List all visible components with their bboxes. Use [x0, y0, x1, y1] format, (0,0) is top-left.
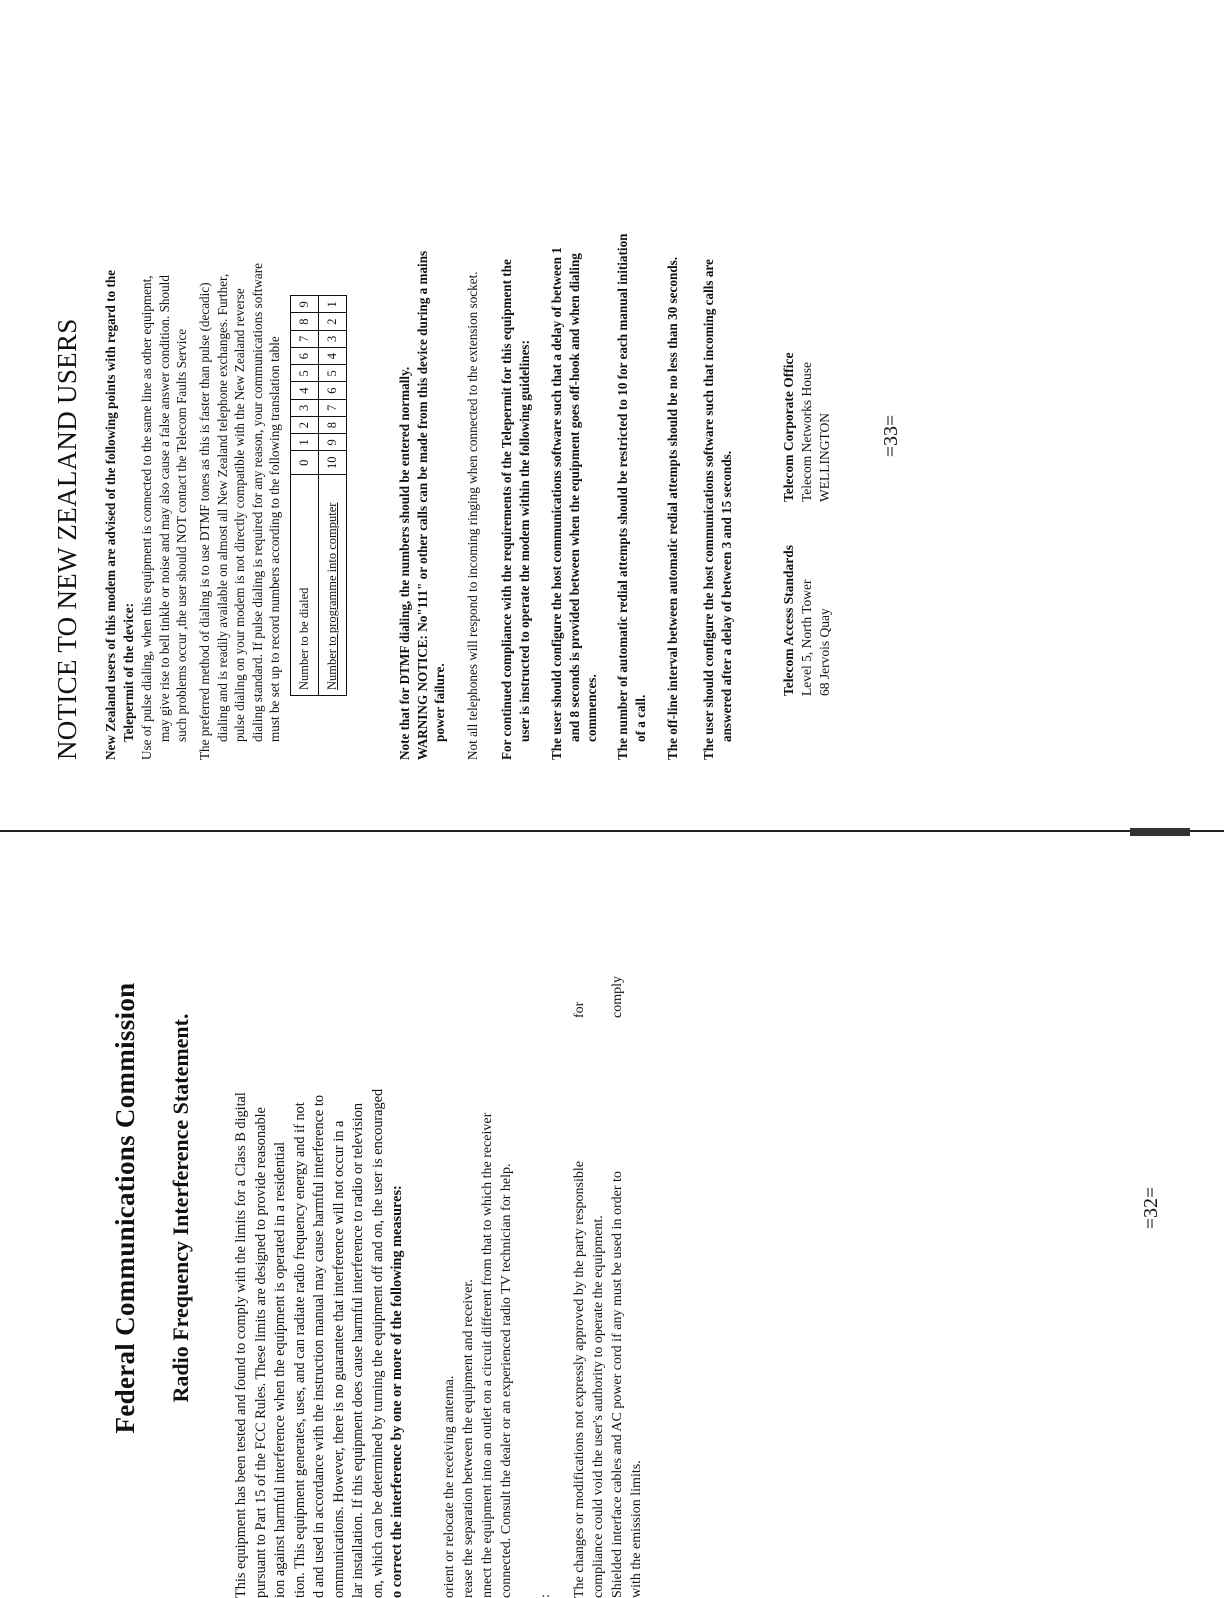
- fcc-line: tion. This equipment generates, uses, and can radiate radio frequency energy and if not: [291, 1102, 308, 1598]
- page-number-33: =33=: [880, 414, 902, 458]
- nz-delay: [548, 80, 601, 760]
- table-cell: 6: [319, 382, 347, 399]
- table-cell: 6: [291, 348, 319, 365]
- fcc-line: ommunications. However, there is no guarantee that interference will not occur in a: [330, 1120, 347, 1598]
- address-line: Level 5, North Tower: [799, 579, 814, 696]
- nz-title: NOTICE TO NEW ZEALAND USERS: [52, 318, 82, 760]
- nz-intro-line: Telepermit of the device:: [120, 602, 136, 742]
- caution-heading: :: [538, 1594, 553, 1598]
- fcc-line-bold: o correct the interference by one or more of the following measures:: [389, 1185, 405, 1598]
- table-row: [291, 296, 319, 696]
- nz-pulse-line: may give rise to bell tinkle or noise and may also cause a false answer condition. Should: [156, 275, 172, 742]
- caution-line: The changes or modifications not expressly approved by the party responsible: [572, 1161, 587, 1598]
- nz-answer-line: The user should configure the host communications software such that incoming calls are: [701, 259, 716, 760]
- nz-redial-line: of a call.: [632, 694, 648, 742]
- nz-dtmf-line: pulse dialing on your modem is not directly compatible with the New Zealand reverse: [232, 288, 248, 742]
- table-row-label: Number to be dialed: [291, 475, 319, 696]
- nz-dtmf-line: dialing and is readily available on almost all New Zealand telephone exchanges. Further,: [214, 273, 230, 742]
- nz-answer-line: answered after a delay of between 3 and 15 seconds.: [718, 450, 734, 742]
- caution-tail-comply: comply: [610, 976, 625, 1018]
- nz-offline: The off-line interval between automatic redial attempts should be no less than 30 seconds.: [665, 256, 680, 760]
- fcc-subtitle: Radio Frequency Interference Statement.: [168, 1013, 193, 1403]
- fcc-line: d and used in accordance with the instruction manual may cause harmful interference to: [311, 1095, 327, 1598]
- address-line: Telecom Networks House: [799, 361, 814, 502]
- table-cell: 5: [291, 365, 319, 382]
- page-number-32: =32=: [1140, 1186, 1162, 1230]
- nz-dtmf-line: dialing standard. If pulse dialing is required for any reason, your communications software: [249, 262, 265, 742]
- measure-item: rease the separation between the equipment and receiver.: [461, 1279, 476, 1598]
- nz-pulse-line: such problems occur ,the user should NOT contact the Telecom Faults Service: [174, 328, 190, 742]
- fcc-line: ion against harmful interference when the equipment is operated in a residential: [272, 1141, 288, 1598]
- caution-line: Shielded interface cables and AC power cord if any must be used in order to: [610, 1171, 625, 1598]
- nz-note-line: Note that for DTMF dialing, the numbers should be entered normally.: [397, 366, 412, 760]
- table-row-label: [319, 475, 347, 696]
- table-cell: 0: [291, 451, 319, 475]
- nz-delay-line: and 8 seconds is provided between when the equipment goes off-hook and when dialing: [566, 253, 582, 742]
- measure-item: connected. Consult the dealer or an experienced radio TV technician for help.: [499, 1163, 514, 1598]
- nz-pulse-notice: [138, 80, 191, 760]
- nz-intro: [102, 80, 137, 760]
- table-cell: 2: [291, 417, 319, 434]
- nz-warning-line: WARNING NOTICE: No"111" or other calls can be made from this device during a mains: [414, 250, 430, 760]
- table-cell: 9: [291, 296, 319, 313]
- address-line: 68 Jervois Quay: [817, 608, 832, 696]
- fcc-caution: [570, 958, 646, 1598]
- nz-compliance-line: For continued compliance with the requirements of the Telepermit for this equipment the: [499, 259, 514, 760]
- nz-dtmf-line: must be set up to record numbers according to the following translation table: [267, 336, 283, 742]
- table-cell: 7: [291, 330, 319, 347]
- table-cell: 10: [319, 451, 347, 475]
- nz-compliance-line: user is instructed to operate the modem within the following guidelines:: [516, 340, 532, 742]
- table-cell: 5: [319, 365, 347, 382]
- page-divider: [0, 830, 1224, 832]
- table-cell: 9: [319, 434, 347, 451]
- table-cell: 4: [319, 348, 347, 365]
- address-line: Telecom Access Standards: [781, 545, 796, 696]
- translation-table: [290, 295, 347, 696]
- table-cell: 7: [319, 399, 347, 416]
- nz-redial-line: The number of automatic redial attempts should be restricted to 10 for each manual initiation: [615, 233, 630, 760]
- caution-line: with the emission limits.: [629, 1460, 644, 1598]
- measure-item: orient or relocate the receiving antenna.: [442, 1375, 457, 1598]
- table-cell: 8: [319, 417, 347, 434]
- measure-item: nnect the equipment into an outlet on a circuit different from that to which the receiver: [480, 1112, 495, 1598]
- nz-delay-line: commences.: [584, 674, 600, 742]
- caution-line: compliance could void the user's authority to operate the equipment.: [591, 1215, 606, 1598]
- page-divider-mark: [1130, 828, 1190, 836]
- nz-dtmf-notice: [196, 80, 284, 760]
- fcc-page: [0, 792, 1224, 1598]
- fcc-statement: [232, 878, 408, 1598]
- table-row: [319, 296, 347, 696]
- nz-intro-line: New Zealand users of this modem are advised of the following points with regard to the: [103, 269, 118, 760]
- table-cell: 4: [291, 382, 319, 399]
- address-line: Telecom Corporate Office: [781, 352, 796, 502]
- nz-redial: [614, 80, 649, 760]
- fcc-line: lar installation. If this equipment does cause harmful interference to radio or television: [350, 1102, 366, 1598]
- address-line: WELLINGTON: [817, 413, 832, 502]
- fcc-title: Federal Communications Commission: [110, 982, 140, 1434]
- nz-pulse-line: Use of pulse dialing, when this equipment is connected to the same line as other equipment,: [139, 275, 154, 760]
- nz-ringing: Not all telephones will respond to incoming ringing when connected to the extension socket.: [465, 271, 480, 760]
- table-cell: 1: [319, 296, 347, 313]
- table-cell: 3: [319, 330, 347, 347]
- fcc-line: pursuant to Part 15 of the FCC Rules. These limits are designed to provide reasonable: [252, 1107, 269, 1598]
- table-cell: 1: [291, 434, 319, 451]
- nz-delay-line: The user should configure the host communications software such that a delay of between 1: [549, 247, 564, 760]
- fcc-measures: [440, 838, 516, 1598]
- nz-page: [0, 0, 1224, 792]
- address-right: [780, 353, 834, 502]
- table-cell: 2: [319, 313, 347, 330]
- address-left: [780, 545, 834, 696]
- table-row-label-text: Number to programme into computer: [325, 502, 339, 690]
- table-cell: 8: [291, 313, 319, 330]
- nz-dtmf-line: The preferred method of dialing is to use DTMF tones as this is faster than pulse (decadic): [197, 282, 212, 760]
- caution-tail-for: for: [572, 1001, 587, 1018]
- fcc-line: This equipment has been tested and found to comply with the limits for a Class B digital: [233, 1092, 249, 1598]
- nz-warning-line: power failure.: [432, 663, 448, 742]
- nz-compliance: [498, 80, 533, 760]
- fcc-line: on, which can be determined by turning the equipment off and on, the user is encouraged: [369, 1088, 386, 1598]
- table-cell: 3: [291, 399, 319, 416]
- nz-note: [396, 80, 449, 760]
- nz-answer: [700, 80, 735, 760]
